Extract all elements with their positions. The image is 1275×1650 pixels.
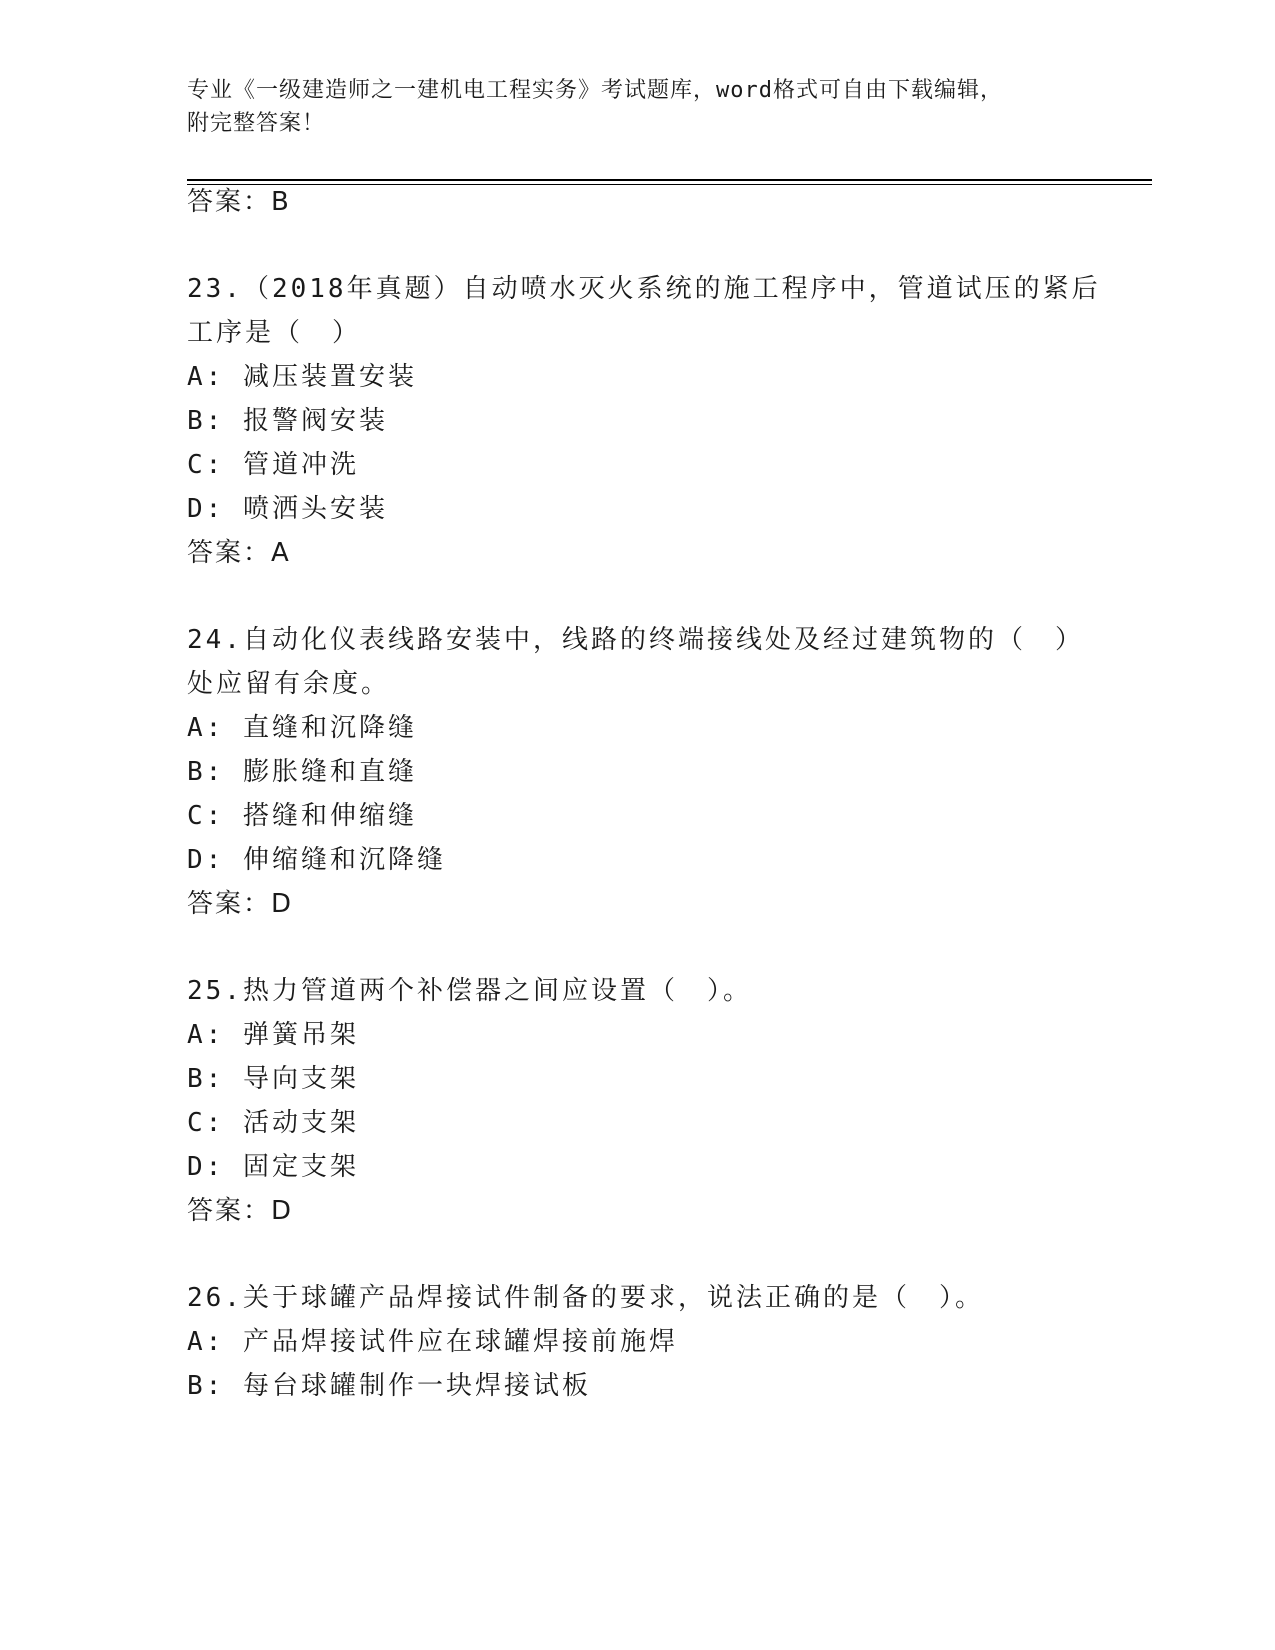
header-divider-thin	[187, 184, 1152, 185]
q24-option-d: D: 伸缩缝和沉降缝	[187, 845, 446, 875]
q23-answer: 答案：A	[187, 538, 291, 568]
q23-option-b: B: 报警阀安装	[187, 406, 388, 436]
q23-stem-line-2: 工序是（ ）	[187, 318, 362, 348]
answer-22: 答案：B	[187, 187, 291, 217]
q23-option-a: A: 减压装置安装	[187, 362, 417, 392]
q23-option-c: C: 管道冲洗	[187, 450, 359, 480]
document-header	[187, 74, 1067, 140]
q25-option-c: C: 活动支架	[187, 1108, 359, 1138]
q24-stem-line-1: 24.自动化仪表线路安装中，线路的终端接线处及经过建筑物的（ ）	[187, 625, 1084, 655]
q26-option-b: B: 每台球罐制作一块焊接试板	[187, 1371, 591, 1401]
q24-stem-line-2: 处应留有余度。	[187, 669, 391, 699]
q24-option-b: B: 膨胀缝和直缝	[187, 757, 417, 787]
q25-option-b: B: 导向支架	[187, 1064, 359, 1094]
q23-stem-line-1: 23.（2018年真题）自动喷水灭火系统的施工程序中，管道试压的紧后	[187, 274, 1101, 304]
header-line-1: 专业《一级建造师之一建机电工程实务》考试题库，word格式可自由下载编辑，	[187, 78, 1003, 103]
q26-stem-line-1: 26.关于球罐产品焊接试件制备的要求，说法正确的是（ ）。	[187, 1283, 984, 1313]
q26-option-a: A: 产品焊接试件应在球罐焊接前施焊	[187, 1327, 678, 1357]
q25-option-a: A: 弹簧吊架	[187, 1020, 359, 1050]
q23-option-d: D: 喷洒头安装	[187, 494, 388, 524]
q25-answer: 答案：D	[187, 1196, 294, 1226]
q24-answer: 答案：D	[187, 889, 294, 919]
header-divider	[187, 179, 1152, 181]
q25-stem-line-1: 25.热力管道两个补偿器之间应设置（ ）。	[187, 976, 752, 1006]
q24-option-a: A: 直缝和沉降缝	[187, 713, 417, 743]
q25-option-d: D: 固定支架	[187, 1152, 359, 1182]
header-line-2: 附完整答案！	[187, 111, 326, 136]
q24-option-c: C: 搭缝和伸缩缝	[187, 801, 417, 831]
